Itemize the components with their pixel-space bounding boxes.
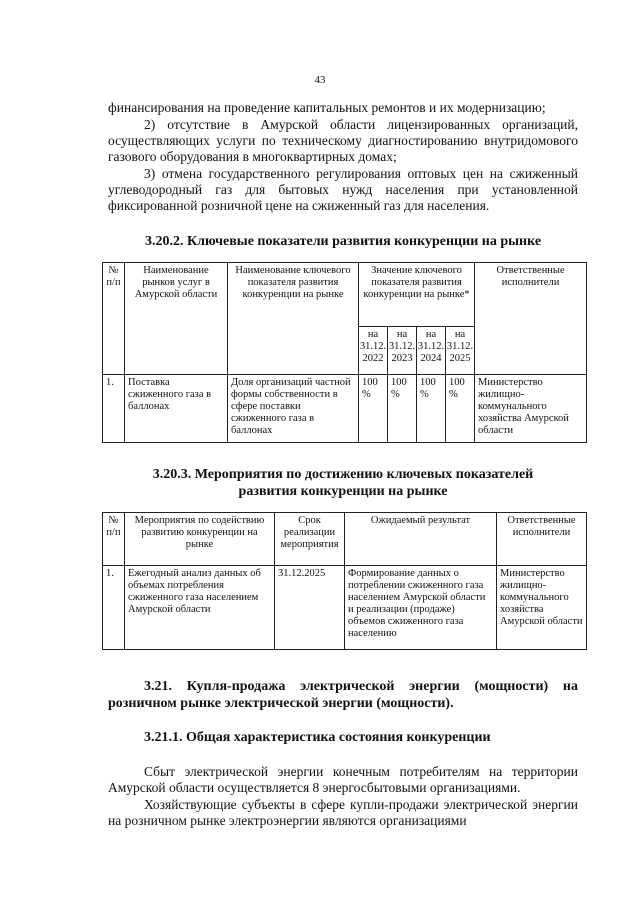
measures-header-result: Ожидаемый результат	[345, 513, 497, 566]
section-321-paragraph-2: Хозяйствующие субъекты в сфере купли-продажи электрической энергии на розничном рынке электроэнергии являются организациями	[108, 797, 578, 828]
measures-row-responsible: Министерство жилищно-коммунального хозяйства Амурской области	[497, 566, 587, 650]
section-3203-title-line1: 3.20.3. Мероприятия по достижению ключевых показателей	[152, 467, 534, 482]
row-value-2023: 100 %	[388, 375, 417, 443]
header-value: Значение ключевого показателя развития конкуренции на рынке*	[359, 263, 475, 327]
measures-row-deadline: 31.12.2025	[275, 566, 345, 650]
section-321-title: 3.21. Купля-продажа электрической энергии (мощности) на розничном рынке электрической энергии (мощности).	[108, 679, 578, 711]
measures-table	[102, 512, 587, 650]
year-2022: на 31.12. 2022	[359, 327, 388, 375]
intro-paragraph-2: 2) отсутствие в Амурской области лицензированных организаций, осуществляющих услуги по техническому диагностированию внутридомового газового оборудования в многоквартирных домах;	[108, 117, 578, 164]
header-responsible: Ответственные исполнители	[475, 263, 587, 375]
measures-header-deadline: Срок реализации мероприятия	[275, 513, 345, 566]
row-value-2024: 100 %	[417, 375, 446, 443]
year-2025: на 31.12. 2025	[446, 327, 475, 375]
page-number: 43	[314, 74, 326, 86]
header-market: Наименование рынков услуг в Амурской области	[125, 263, 228, 375]
row-num: 1.	[103, 375, 125, 443]
intro-paragraph-1: финансирования на проведение капитальных ремонтов и их модернизацию;	[108, 100, 546, 115]
year-2023: на 31.12. 2023	[388, 327, 417, 375]
section-321-paragraph-1: Сбыт электрической энергии конечным потребителям на территории Амурской области осуществляется 8 энергосбытовыми организациями.	[108, 764, 578, 795]
section-3202-title: 3.20.2. Ключевые показатели развития конкуренции на рынке	[144, 234, 542, 249]
row-value-2022: 100 %	[359, 375, 388, 443]
key-indicators-table	[102, 262, 587, 443]
year-2024: на 31.12. 2024	[417, 327, 446, 375]
section-3211-subtitle: 3.21.1. Общая характеристика состояния конкуренции	[144, 730, 491, 745]
section-3203-title-line2: развития конкуренции на рынке	[238, 484, 448, 499]
intro-paragraph-3: 3) отмена государственного регулирования оптовых цен на сжиженный углеводородный газ для бытовых нужд населения при установленной фиксированной розничной цене на сжиженный газ для населения.	[108, 166, 578, 213]
row-responsible: Министерство жилищно-коммунального хозяйства Амурской области	[475, 375, 587, 443]
row-indicator: Доля организаций частной формы собственности в сфере поставки сжиженного газа в баллонах	[228, 375, 359, 443]
row-value-2025: 100 %	[446, 375, 475, 443]
measures-header-num: № п/п	[103, 513, 125, 566]
header-indicator: Наименование ключевого показателя развития конкуренции на рынке	[228, 263, 359, 375]
measures-row-num: 1.	[103, 566, 125, 650]
section-3203-title	[108, 466, 578, 500]
measures-row-measures: Ежегодный анализ данных об объемах потребления сжиженного газа населением Амурской области	[125, 566, 275, 650]
measures-header-measures: Мероприятия по содействию развитию конкуренции на рынке	[125, 513, 275, 566]
measures-header-responsible: Ответственные исполнители	[497, 513, 587, 566]
header-num: № п/п	[103, 263, 125, 375]
row-market: Поставка сжиженного газа в баллонах	[125, 375, 228, 443]
measures-row-result: Формирование данных о потреблении сжиженного газа населением Амурской области и реализации (продаже) объемов сжиженного газа населению	[345, 566, 497, 650]
